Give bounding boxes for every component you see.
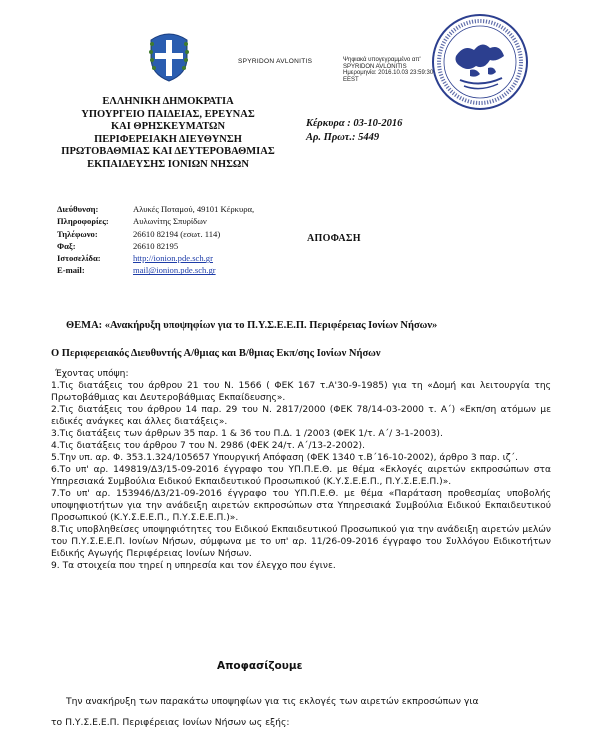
protocol-number: Αρ. Πρωτ.: 5449 xyxy=(306,132,380,143)
considerations-list xyxy=(51,368,551,572)
contact-value: Αυλωνίτης Σπυρίδων xyxy=(133,216,207,227)
consideration-item: 2.Τις διατάξεις του άρθρου 14 παρ. 29 του Ν. 2817/2000 (ΦΕΚ 78/14-03-2000 τ. Α΄) «Εκπ/ση ατόμων με ειδικές ανάγκες και άλλες διατάξεις». xyxy=(51,405,551,427)
website-link[interactable]: http://ionion.pde.sch.gr xyxy=(133,253,213,264)
contact-row xyxy=(57,215,254,227)
closing-text: το Π.Υ.Σ.Ε.Ε.Π. Περιφέρειας Ιονίων Νήσων ως εξής: xyxy=(51,717,290,728)
contact-details xyxy=(57,203,254,277)
consideration-item: 9. Τα στοιχεία που τηρεί η υπηρεσία και τον έλεγχο που έγινε. xyxy=(51,561,336,571)
authority-line: ΕΚΠΑΙΔΕΥΣΗΣ ΙΟΝΙΩΝ ΝΗΣΩΝ xyxy=(87,158,249,170)
consideration-item: 8.Τις υποβληθείσες υποψηφιότητες του Ειδικού Εκπαιδευτικού Προσωπικού για την ανάδειξη αιρετών μελών του Π.Υ.Σ.Ε.Ε.Π. Ιονίων Νήσων, σύμφωνα με το υπ' αρ. 11/26-09-2016 έγγραφο του Συλλόγου Ειδικοτήτων Ειδικής Αγωγής Περιφέρειας Ιονίων Νήσων. xyxy=(51,525,551,559)
contact-label: Πληροφορίες: xyxy=(57,216,109,227)
contact-label: E-mail: xyxy=(57,265,85,276)
email-link[interactable]: mail@ionion.pde.sch.gr xyxy=(133,265,216,276)
considerations-intro: Έχοντας υπόψη: xyxy=(55,369,129,379)
issuer-line: Ο Περιφερειακός Διευθυντής Α/θμιας και Β/θμιας Εκπ/σης Ιονίων Νήσων xyxy=(51,348,381,359)
greek-emblem-icon xyxy=(147,26,191,84)
contact-label: Ιστοσελίδα: xyxy=(57,253,101,264)
authority-line: ΚΑΙ ΘΡΗΣΚΕΥΜΑΤΩΝ xyxy=(110,121,226,132)
closing-text: Την ανακήρυξη των παρακάτω υποψηφίων για τις εκλογές των αιρετών εκπροσώπων για xyxy=(66,696,479,707)
contact-value: Αλυκές Ποταμού, 49101 Κέρκυρα, xyxy=(133,204,255,214)
consideration-item: 6.Το υπ' αρ. 149819/Δ3/15-09-2016 έγγραφο του ΥΠ.Π.Ε.Θ. με θέμα «Εκλογές αιρετών εκπροσώπων στα Υπηρεσιακά Συμβούλια Ειδικού Εκπαιδευτικού Προσωπικού (Κ.Υ.Σ.Ε.Ε.Π., Π.Υ.Σ.Ε.Ε.Π.)». xyxy=(51,465,551,487)
authority-line: ΕΛΛΗΝΙΚΗ ΔΗΜΟΚΡΑΤΙΑ xyxy=(102,96,234,107)
authority-line: ΠΡΩΤΟΒΑΘΜΙΑΣ ΚΑΙ ΔΕΥΤΕΡΟΒΑΘΜΙΑΣ xyxy=(61,146,275,157)
digital-signature-line: Ημερομηνία: 2016.10.03 23:59:30 xyxy=(343,70,434,76)
directorate-logo-icon xyxy=(430,10,530,114)
subject-line: ΘΕΜΑ: «Ανακήρυξη υποψηφίων για το Π.Υ.Σ.Ε.Ε.Π. Περιφέρειας Ιονίων Νήσων» xyxy=(66,320,438,331)
contact-row xyxy=(57,228,254,240)
contact-row xyxy=(57,252,254,264)
contact-value: 26610 82195 xyxy=(133,240,179,251)
consideration-item: 5.Την υπ. αρ. Φ. 353.1.324/105657 Υπουργική Απόφαση (ΦΕΚ 1340 τ.Β΄16-10-2002), άρθρο 3 παρ. ιζ΄. xyxy=(51,453,519,463)
contact-label: Διεύθυνση: xyxy=(57,204,99,214)
digital-signature-block xyxy=(343,57,433,83)
decision-heading: Αποφασίζουμε xyxy=(217,660,303,672)
consideration-item: 3.Τις διατάξεις των άρθρων 35 παρ. 1 & 36 του Π.Δ. 1 /2003 (ΦΕΚ 1/τ. Α΄/ 3-1-2003). xyxy=(51,429,443,439)
consideration-item: 1.Τις διατάξεις του άρθρου 21 του Ν. 1566 ( ΦΕΚ 167 τ.Α'30-9-1985) για τη «Δομή και λειτουργία της Πρωτοβάθμιας και Δευτεροβάθμιας Εκπαίδευσης». xyxy=(51,381,551,403)
document-date: Κέρκυρα : 03-10-2016 xyxy=(306,118,403,129)
digital-signature-line: SPYRIDON AVLONITIS xyxy=(343,63,407,70)
digital-signature-line: EEST xyxy=(343,76,359,83)
contact-label: Τηλέφωνο: xyxy=(57,228,98,239)
consideration-item: 7.Το υπ' αρ. 153946/Δ3/21-09-2016 έγγραφο του ΥΠ.Π.Ε.Θ. με θέμα «Παράταση προθεσμίας υποβολής υποψηφιοτήτων για την ανάδειξη αιρετών εκπροσώπων στα Υπηρεσιακά Συμβούλια Ειδικού Εκπαιδευτικού Προσωπικού (Κ.Υ.Σ.Ε.Ε.Π., Π.Υ.Σ.Ε.Ε.Π.)». xyxy=(51,489,551,523)
signer-name: SPYRIDON AVLONITIS xyxy=(238,58,313,65)
decision-title: ΑΠΟΦΑΣΗ xyxy=(307,233,361,244)
authority-line: ΥΠΟΥΡΓΕΙΟ ΠΑΙΔΕΙΑΣ, ΕΡΕΥΝΑΣ xyxy=(81,108,255,120)
authority-line: ΠΕΡΙΦΕΡΕΙΑΚΗ ΔΙΕΥΘΥΝΣΗ xyxy=(94,133,242,145)
contact-row xyxy=(57,240,254,252)
contact-value: 26610 82194 (εσωτ. 114) xyxy=(133,228,221,239)
consideration-item: 4.Τις διατάξεις του άρθρου 7 του Ν. 2986 (ΦΕΚ 24/τ. Α΄/13-2-2002). xyxy=(51,441,365,451)
date-protocol-block xyxy=(306,117,402,145)
issuing-authority xyxy=(48,96,288,171)
contact-row xyxy=(57,264,254,276)
digital-signature-line: Ψηφιακά υπογεγραμμένο απ' xyxy=(343,57,421,63)
contact-row xyxy=(57,203,254,215)
contact-label: Φαξ: xyxy=(57,240,76,251)
